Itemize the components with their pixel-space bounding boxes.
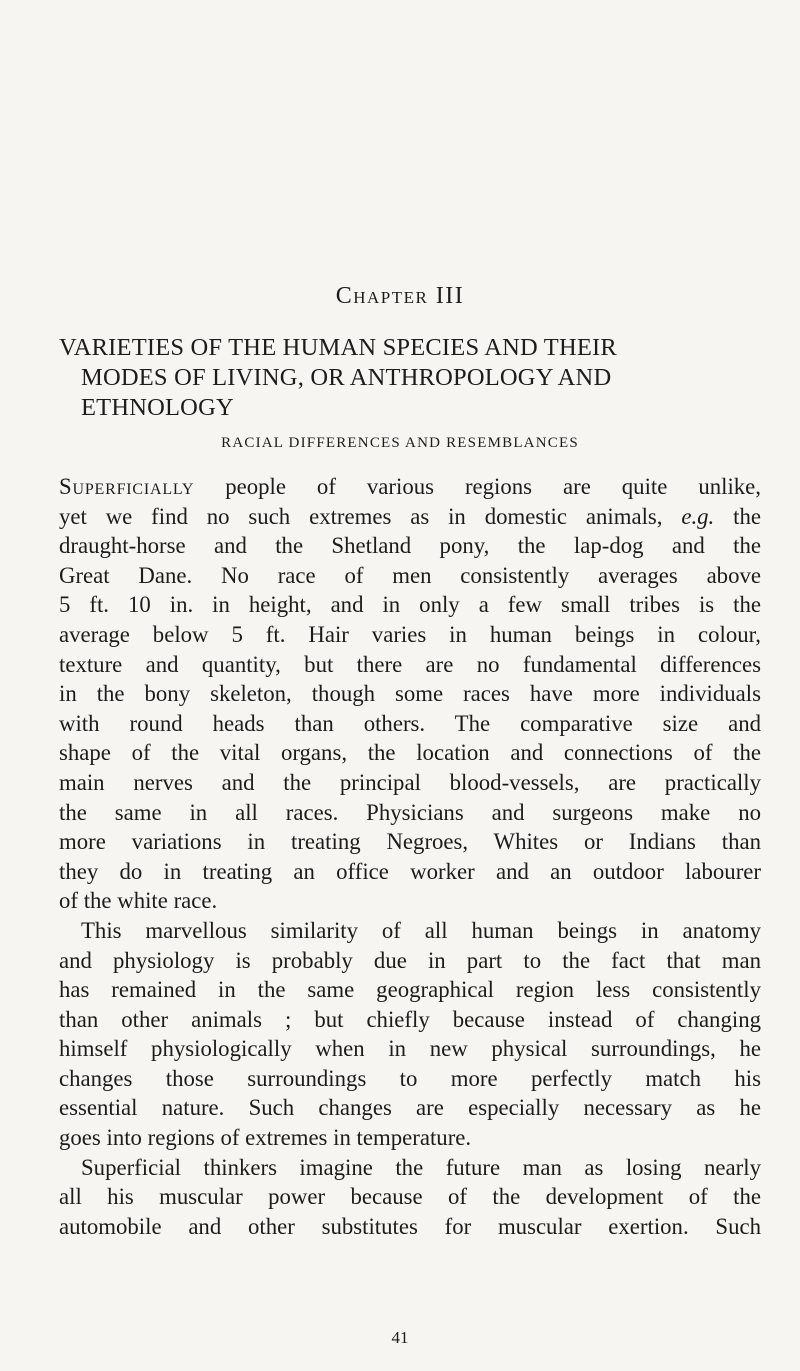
text-line: himself physiologically when in new physical surroundings, he bbox=[59, 1036, 761, 1062]
text-line: main nerves and the principal blood-vessels, are practically bbox=[59, 769, 761, 795]
text-line: automobile and other substitutes for muscular exertion. Such bbox=[59, 1213, 761, 1239]
text-line: essential nature. Such changes are especially necessary as he bbox=[59, 1095, 761, 1121]
text-line: in the bony skeleton, though some races have more individuals bbox=[59, 681, 761, 707]
text-line-rest: people of various regions are quite unlike, bbox=[194, 474, 761, 499]
chapter-title-line: MODES OF LIVING, OR ANTHROPOLOGY AND bbox=[81, 364, 612, 391]
lead-word: Superficially bbox=[59, 474, 195, 499]
text-line: they do in treating an office worker and an outdoor labourer bbox=[59, 858, 761, 884]
text-line: the same in all races. Physicians and surgeons make no bbox=[59, 799, 761, 825]
body-text bbox=[59, 472, 761, 1241]
text-line bbox=[59, 472, 761, 502]
text-line: than other animals ; but chiefly because instead of changing bbox=[59, 1006, 761, 1032]
text-line: Great Dane. No race of men consistently averages above bbox=[59, 562, 761, 588]
text-line: texture and quantity, but there are no fundamental differences bbox=[59, 651, 761, 677]
section-heading: RACIAL DIFFERENCES AND RESEMBLANCES bbox=[221, 435, 579, 451]
text-line: shape of the vital organs, the location and connections of the bbox=[59, 740, 761, 766]
text-line: yet we find no such extremes as in domestic animals, e.g. the bbox=[59, 503, 761, 529]
text-line: has remained in the same geographical region less consistently bbox=[59, 977, 761, 1003]
text-line: Superficial thinkers imagine the future man as losing nearly bbox=[81, 1154, 761, 1180]
text-line: This marvellous similarity of all human beings in anatomy bbox=[81, 917, 761, 943]
chapter-title bbox=[59, 333, 759, 423]
text-line: 5 ft. 10 in. in height, and in only a few small tribes is the bbox=[59, 592, 761, 618]
text-line: draught-horse and the Shetland pony, the lap-dog and the bbox=[59, 533, 761, 559]
text-line: all his muscular power because of the development of the bbox=[59, 1184, 761, 1210]
chapter-label: Chapter III bbox=[335, 283, 465, 309]
emphasis: e.g. bbox=[681, 503, 715, 529]
chapter-title-line: VARIETIES OF THE HUMAN SPECIES AND THEIR bbox=[59, 334, 617, 361]
text-line: and physiology is probably due in part to the fact that man bbox=[59, 947, 761, 973]
text-line: average below 5 ft. Hair varies in human beings in colour, bbox=[59, 621, 761, 647]
page-number: 41 bbox=[391, 1328, 409, 1347]
text-line: changes those surroundings to more perfectly match his bbox=[59, 1065, 761, 1091]
text-line: of the white race. bbox=[59, 888, 218, 914]
text-line: goes into regions of extremes in temperature. bbox=[59, 1125, 472, 1151]
text-line: more variations in treating Negroes, Whites or Indians than bbox=[59, 829, 761, 855]
text-line: with round heads than others. The comparative size and bbox=[59, 710, 761, 736]
chapter-title-line: ETHNOLOGY bbox=[81, 394, 234, 421]
